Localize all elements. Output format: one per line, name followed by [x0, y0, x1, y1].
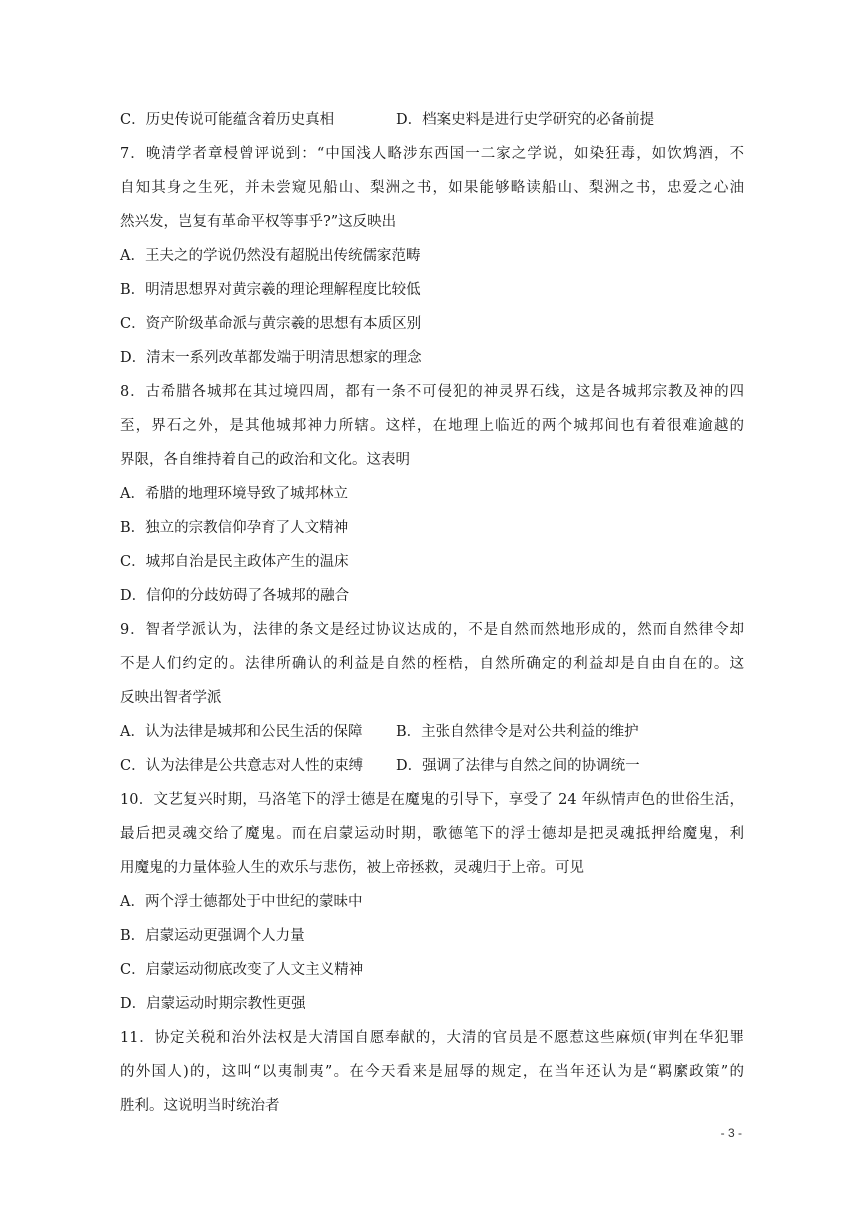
q9-stem-line-2: 不是人们约定的。法律所确认的利益是自然的桎梏，自然所确定的利益却是自由自在的。这 [120, 656, 744, 672]
q9-option-b: B．主张自然律令是对公共利益的维护 [396, 724, 639, 740]
q6-option-c: C．历史传说可能蕴含着历史真相 [120, 112, 335, 128]
q7-stem-line-3: 然兴发，岂复有革命平权等事乎?”这反映出 [120, 214, 397, 230]
q10-option-a: A．两个浮士德都处于中世纪的蒙昧中 [120, 894, 363, 910]
q11-stem-line-1: 11．协定关税和治外法权是大清国自愿奉献的，大清的官员是不愿惹这些麻烦(审判在华犯罪 [120, 1030, 744, 1046]
question-10 [120, 783, 744, 1021]
q9-options-cd [120, 749, 744, 783]
q9-stem-line-3: 反映出智者学派 [120, 690, 222, 706]
q8-stem-line-3: 界限，各自维持着自己的政治和文化。这表明 [120, 452, 410, 468]
q9-option-d: D．强调了法律与自然之间的协调统一 [396, 758, 640, 774]
q10-option-c: C．启蒙运动彻底改变了人文主义精神 [120, 962, 364, 978]
q10-option-d: D．启蒙运动时期宗教性更强 [120, 996, 306, 1012]
q11-stem-line-2: 的外国人)的，这叫“以夷制夷”。在今天看来是屈辱的规定，在当年还认为是“羁縻政策”的 [120, 1064, 744, 1080]
q8-option-a: A．希腊的地理环境导致了城邦林立 [120, 486, 348, 502]
question-8 [120, 375, 744, 613]
q9-option-c: C．认为法律是公共意志对人性的束缚 [120, 758, 364, 774]
q9-stem-line-1: 9．智者学派认为，法律的条文是经过协议达成的，不是自然而然地形成的，然而自然律令却 [120, 622, 744, 638]
q8-stem-line-1: 8．古希腊各城邦在其过境四周，都有一条不可侵犯的神灵界石线，这是各城邦宗教及神的四 [120, 384, 744, 400]
q11-stem-line-3: 胜利。这说明当时统治者 [120, 1098, 280, 1114]
q10-stem-line-1: 10．文艺复兴时期，马洛笔下的浮士德是在魔鬼的引导下，享受了 24 年纵情声色的世俗生活， [120, 792, 744, 808]
q7-option-c: C．资产阶级革命派与黄宗羲的思想有本质区别 [120, 316, 422, 332]
page-number: - 3 - [720, 1126, 742, 1140]
q9-options-ab [120, 715, 744, 749]
q10-option-b: B．启蒙运动更强调个人力量 [120, 928, 305, 944]
q8-option-c: C．城邦自治是民主政体产生的温床 [120, 554, 349, 570]
q8-option-d: D．信仰的分歧妨碍了各城邦的融合 [120, 588, 350, 604]
question-11 [120, 1021, 744, 1123]
q6-options-cd [120, 103, 744, 137]
q7-option-d: D．清末一系列改革都发端于明清思想家的理念 [120, 350, 422, 366]
q10-stem-line-2: 最后把灵魂交给了魔鬼。而在启蒙运动时期，歌德笔下的浮士德却是把灵魂抵押给魔鬼，利 [120, 826, 744, 842]
page-content [120, 103, 744, 1123]
q8-option-b: B．独立的宗教信仰孕育了人文精神 [120, 520, 349, 536]
q10-stem-line-3: 用魔鬼的力量体验人生的欢乐与悲伤，被上帝拯救，灵魂归于上帝。可见 [120, 860, 584, 876]
question-9 [120, 613, 744, 783]
q9-option-a: A．认为法律是城邦和公民生活的保障 [120, 724, 363, 740]
q8-stem-line-2: 至，界石之外，是其他城邦神力所辖。这样，在地理上临近的两个城邦间也有着很难逾越的 [120, 418, 744, 434]
q7-option-b: B．明清思想界对黄宗羲的理论理解程度比较低 [120, 282, 421, 298]
q7-option-a: A．王夫之的学说仍然没有超脱出传统儒家范畴 [120, 248, 421, 264]
q6-option-d: D．档案史料是进行史学研究的必备前提 [396, 112, 655, 128]
question-7 [120, 137, 744, 375]
q7-stem-line-2: 自知其身之生死，并未尝窥见船山、梨洲之书，如果能够略读船山、梨洲之书，忠爱之心油 [120, 180, 744, 196]
q7-stem-line-1: 7．晚清学者章梫曾评说到：“中国浅人略涉东西国一二家之学说，如染狂毒，如饮鸩酒，不 [120, 146, 744, 162]
